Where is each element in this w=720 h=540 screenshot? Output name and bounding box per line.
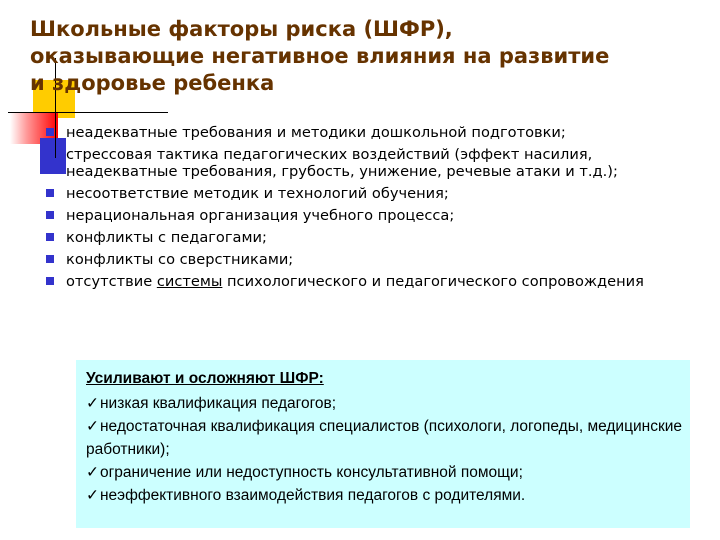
list-item-text: неэффективного взаимодействия педагогов с родителями. <box>100 487 526 504</box>
bullet-square-icon <box>46 233 54 241</box>
checkmark-icon: ✓ <box>86 487 99 504</box>
list-item-text-pre: отсутствие <box>66 273 157 290</box>
list-item <box>86 461 686 484</box>
list-item <box>46 251 706 268</box>
bullet-square-icon <box>46 277 54 285</box>
list-item-text: недостаточная квалификация специалистов (психологи, логопеды, медицинские работники); <box>86 418 682 458</box>
aggravating-factors-box <box>76 360 690 528</box>
list-item <box>46 207 706 224</box>
checkmark-icon: ✓ <box>86 395 99 412</box>
list-item <box>46 146 706 180</box>
list-item <box>86 392 686 415</box>
list-item-text: конфликты со сверстниками; <box>66 251 294 268</box>
bullet-square-icon <box>46 211 54 219</box>
list-item <box>46 273 706 290</box>
box-heading: Усиливают и осложняют ШФР: <box>86 370 324 387</box>
list-item-text: ограничение или недоступность консультативной помощи; <box>100 464 523 481</box>
list-item-text: несоответствие методик и технологий обучения; <box>66 185 449 202</box>
list-item-text: нерациональная организация учебного процесса; <box>66 207 455 224</box>
list-item <box>86 484 686 507</box>
list-item-text: стрессовая тактика педагогических воздействий (эффект насилия, неадекватные требования, грубость, унижение, речевые атаки и т.д.); <box>66 146 618 180</box>
list-item <box>46 229 706 246</box>
list-item <box>86 415 686 461</box>
page-title <box>30 16 710 97</box>
system-link[interactable]: системы <box>156 273 223 290</box>
title-line: оказывающие негативное влияния на развитие <box>30 44 610 68</box>
list-item-text: конфликты с педагогами; <box>66 229 267 246</box>
bullet-square-icon <box>46 189 54 197</box>
bullet-square-icon <box>46 255 54 263</box>
risk-factors-list <box>46 124 706 295</box>
list-item <box>46 124 706 141</box>
title-line: и здоровье ребенка <box>30 71 275 95</box>
list-item-text: низкая квалификация педагогов; <box>100 395 337 412</box>
checkmark-icon: ✓ <box>86 464 99 481</box>
bullet-square-icon <box>46 128 54 136</box>
list-item-text: неадекватные требования и методики дошкольной подготовки; <box>66 124 566 141</box>
bullet-square-icon <box>46 150 54 158</box>
aggravating-factors-list <box>86 392 686 507</box>
list-item <box>46 185 706 202</box>
deco-horizontal-line <box>8 112 168 113</box>
checkmark-icon: ✓ <box>86 418 99 435</box>
list-item-text-post: психологического и педагогического сопровождения <box>222 273 644 290</box>
title-line: Школьные факторы риска (ШФР), <box>30 17 453 41</box>
